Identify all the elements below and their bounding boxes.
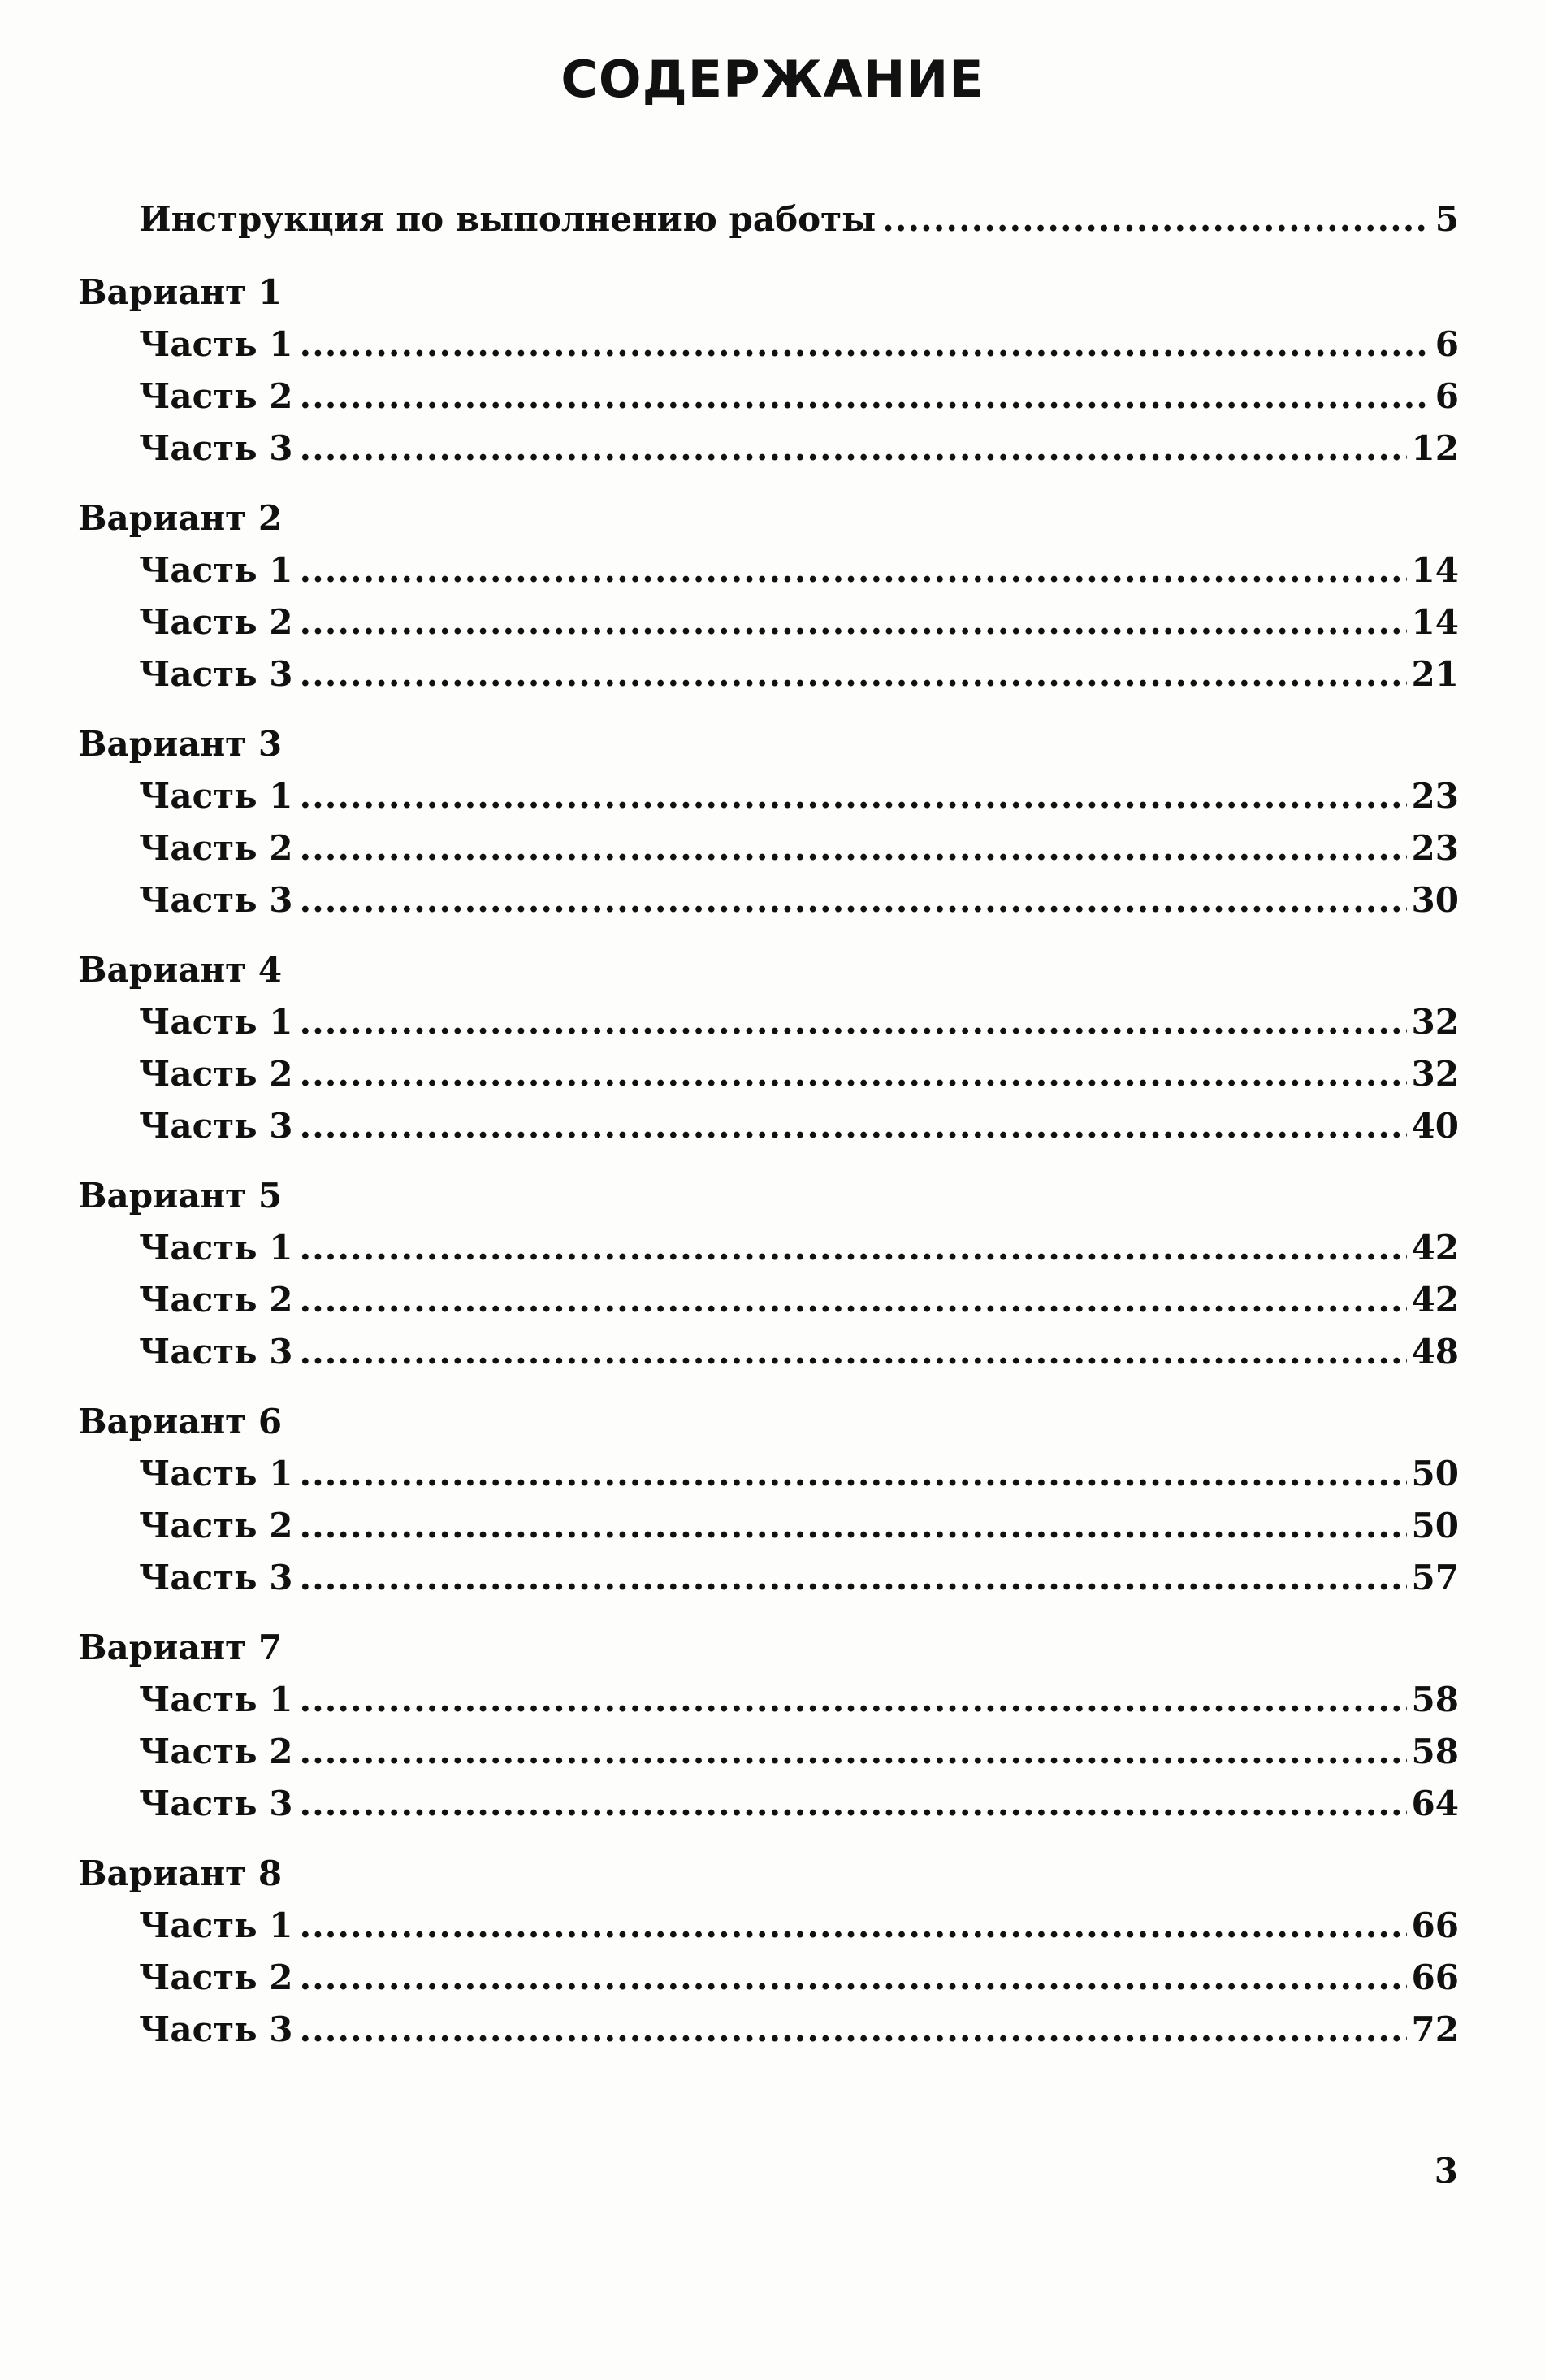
- toc-entry-page: 48: [1411, 1332, 1459, 1372]
- toc-entry-label: Часть 3: [139, 1784, 293, 1823]
- toc-entry-page: 23: [1411, 828, 1459, 868]
- toc-entry-page: 58: [1411, 1680, 1459, 1719]
- dot-leader: [300, 648, 1407, 700]
- toc-entry-label: Часть 3: [139, 654, 293, 694]
- toc-entry-instruction[interactable]: [78, 193, 1459, 245]
- toc-entry-page: 64: [1411, 1784, 1459, 1823]
- dot-leader: [300, 1326, 1407, 1378]
- toc-entry-label: Часть 2: [139, 1280, 293, 1320]
- toc-entry-page: 12: [1411, 428, 1459, 468]
- toc-entry-label: Часть 1: [139, 1228, 293, 1268]
- toc-section-variant-8: [78, 1848, 1459, 2056]
- toc-entry-part[interactable]: [78, 996, 1459, 1048]
- toc-entry-label: Часть 3: [139, 1558, 293, 1598]
- toc-entry-part[interactable]: [78, 822, 1459, 874]
- toc-entry-label: Часть 2: [139, 376, 293, 416]
- toc-entry-part[interactable]: [78, 544, 1459, 596]
- dot-leader: [300, 996, 1407, 1048]
- dot-leader: [300, 1952, 1407, 2004]
- toc-entry-part[interactable]: [78, 1222, 1459, 1274]
- variant-heading: Вариант 6: [78, 1402, 283, 1441]
- dot-leader: [300, 1500, 1407, 1552]
- table-of-contents: [78, 193, 1459, 2074]
- toc-entry-label: Часть 2: [139, 602, 293, 642]
- toc-entry-part[interactable]: [78, 371, 1459, 423]
- toc-entry-label: Часть 3: [139, 428, 293, 468]
- toc-entry-part[interactable]: [78, 1778, 1459, 1830]
- toc-entry-part[interactable]: [78, 770, 1459, 822]
- dot-leader: [300, 596, 1407, 648]
- toc-entry-page: 42: [1411, 1280, 1459, 1320]
- toc-entry-part[interactable]: [78, 1726, 1459, 1778]
- toc-entry-label: Часть 2: [139, 828, 293, 868]
- dot-leader: [300, 371, 1430, 423]
- dot-leader: [300, 319, 1430, 371]
- toc-entry-page: 6: [1435, 376, 1459, 416]
- toc-entry-label: Часть 1: [139, 324, 293, 364]
- variant-heading: Вариант 7: [78, 1628, 283, 1667]
- toc-entry-page: 30: [1411, 880, 1459, 920]
- variant-heading: Вариант 3: [78, 724, 283, 764]
- toc-entry-page: 42: [1411, 1228, 1459, 1268]
- toc-section-variant-1: [78, 267, 1459, 475]
- dot-leader: [300, 1674, 1407, 1726]
- dot-leader: [300, 1222, 1407, 1274]
- toc-entry-page: 50: [1411, 1454, 1459, 1493]
- toc-entry-label: Часть 1: [139, 776, 293, 816]
- toc-entry-part[interactable]: [78, 1552, 1459, 1604]
- toc-entry-part[interactable]: [78, 2004, 1459, 2056]
- dot-leader: [882, 193, 1430, 245]
- toc-entry-page: 66: [1411, 1957, 1459, 1997]
- toc-entry-label: Часть 2: [139, 1732, 293, 1771]
- toc-entry-label: Часть 3: [139, 1106, 293, 1146]
- toc-entry-label: Часть 3: [139, 2009, 293, 2049]
- toc-entry-part[interactable]: [78, 1274, 1459, 1326]
- toc-section-variant-2: [78, 492, 1459, 700]
- toc-entry-page: 14: [1411, 550, 1459, 590]
- toc-entry-label: Часть 1: [139, 1680, 293, 1719]
- toc-entry-label: Часть 2: [139, 1957, 293, 1997]
- dot-leader: [300, 1100, 1407, 1152]
- toc-section-variant-3: [78, 718, 1459, 926]
- toc-entry-label: Часть 1: [139, 550, 293, 590]
- toc-entry-label: Часть 2: [139, 1054, 293, 1094]
- variant-heading: Вариант 5: [78, 1176, 283, 1216]
- toc-entry-page: 50: [1411, 1506, 1459, 1545]
- toc-entry-part[interactable]: [78, 1326, 1459, 1378]
- toc-entry-part[interactable]: [78, 319, 1459, 371]
- dot-leader: [300, 822, 1407, 874]
- page-title: СОДЕРЖАНИЕ: [560, 50, 985, 109]
- toc-entry-page: 32: [1411, 1002, 1459, 1042]
- dot-leader: [300, 2004, 1407, 2056]
- toc-entry-part[interactable]: [78, 423, 1459, 475]
- toc-entry-label: Часть 1: [139, 1454, 293, 1493]
- toc-entry-page: 58: [1411, 1732, 1459, 1771]
- dot-leader: [300, 1726, 1407, 1778]
- toc-entry-part[interactable]: [78, 1500, 1459, 1552]
- variant-heading: Вариант 4: [78, 950, 283, 990]
- dot-leader: [300, 1552, 1407, 1604]
- toc-entry-page: 23: [1411, 776, 1459, 816]
- dot-leader: [300, 1048, 1407, 1100]
- toc-entry-label: Часть 1: [139, 1002, 293, 1042]
- toc-section-variant-6: [78, 1396, 1459, 1604]
- toc-entry-label: Часть 2: [139, 1506, 293, 1545]
- toc-entry-page: 6: [1435, 324, 1459, 364]
- dot-leader: [300, 874, 1407, 926]
- dot-leader: [300, 423, 1407, 475]
- dot-leader: [300, 1448, 1407, 1500]
- dot-leader: [300, 1778, 1407, 1830]
- variant-heading: Вариант 8: [78, 1853, 283, 1893]
- toc-entry-page: 32: [1411, 1054, 1459, 1094]
- toc-section-variant-5: [78, 1170, 1459, 1378]
- toc-entry-part[interactable]: [78, 1674, 1459, 1726]
- toc-section-variant-4: [78, 944, 1459, 1152]
- toc-entry-page: 14: [1411, 602, 1459, 642]
- toc-entry-page: 40: [1411, 1106, 1459, 1146]
- toc-entry-part[interactable]: [78, 648, 1459, 700]
- toc-entry-part[interactable]: [78, 1900, 1459, 1952]
- toc-entry-page: 5: [1435, 199, 1459, 239]
- toc-entry-page: 66: [1411, 1905, 1459, 1945]
- toc-entry-part[interactable]: [78, 1048, 1459, 1100]
- toc-entry-label: Инструкция по выполнению работы: [139, 199, 876, 239]
- toc-entry-label: Часть 3: [139, 880, 293, 920]
- toc-entry-label: Часть 1: [139, 1905, 293, 1945]
- variant-heading: Вариант 2: [78, 498, 283, 538]
- dot-leader: [300, 1274, 1407, 1326]
- toc-entry-part[interactable]: [78, 874, 1459, 926]
- variant-heading: Вариант 1: [78, 272, 283, 312]
- toc-entry-part[interactable]: [78, 596, 1459, 648]
- toc-entry-label: Часть 3: [139, 1332, 293, 1372]
- toc-section-variant-7: [78, 1622, 1459, 1830]
- toc-entry-page: 21: [1411, 654, 1459, 694]
- toc-entry-part[interactable]: [78, 1952, 1459, 2004]
- page-number: 3: [1434, 2151, 1458, 2191]
- toc-entry-page: 57: [1411, 1558, 1459, 1598]
- toc-entry-page: 72: [1411, 2009, 1459, 2049]
- toc-entry-part[interactable]: [78, 1100, 1459, 1152]
- toc-entry-part[interactable]: [78, 1448, 1459, 1500]
- dot-leader: [300, 544, 1407, 596]
- dot-leader: [300, 1900, 1407, 1952]
- dot-leader: [300, 770, 1407, 822]
